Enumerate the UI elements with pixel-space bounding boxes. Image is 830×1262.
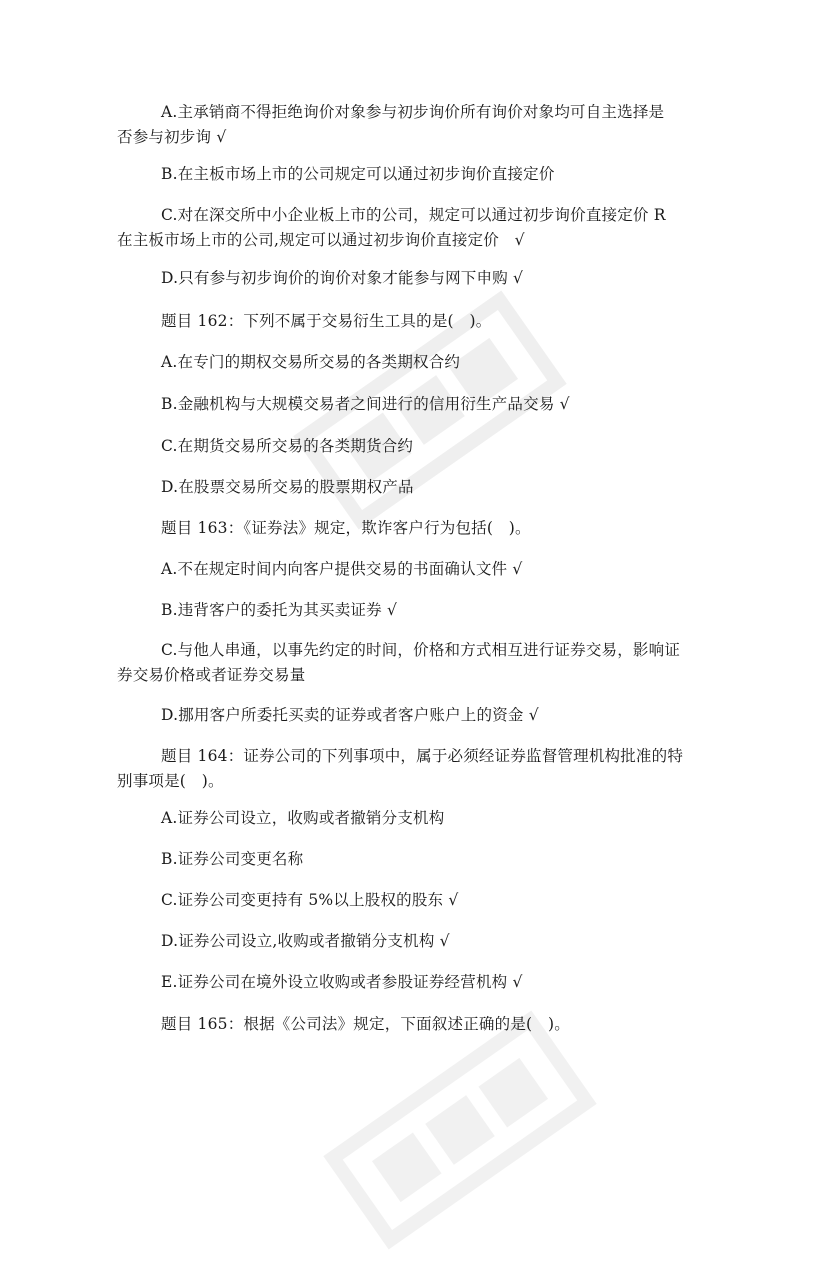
paragraph-line: D.挪用客户所委托买卖的证券或者客户账户上的资金 √	[161, 706, 539, 724]
paragraph-line: 券交易价格或者证券交易量	[117, 666, 306, 684]
option-c-q164	[117, 888, 717, 913]
paragraph-line: B.在主板市场上市的公司规定可以通过初步询价直接定价	[161, 165, 555, 183]
paragraph-line: C.与他人串通，以事先约定的时间，价格和方式相互进行证券交易，影响证	[161, 641, 681, 659]
question-162-title	[117, 309, 717, 334]
paragraph-line: B.证券公司变更名称	[161, 850, 304, 868]
option-b-q161	[117, 162, 717, 187]
option-e-q164	[117, 970, 717, 995]
option-b-q164	[117, 847, 717, 872]
paragraph-line: C.对在深交所中小企业板上市的公司，规定可以通过初步询价直接定价 R	[161, 206, 666, 224]
option-b-q163	[117, 598, 717, 623]
watermark-stamp-bottom-icon	[313, 998, 606, 1262]
paragraph-line: 题目 163：《证券法》规定，欺诈客户行为包括( )。	[161, 519, 531, 537]
option-a-q161	[117, 100, 717, 150]
paragraph-line: 在主板市场上市的公司,规定可以通过初步询价直接定价 √	[117, 231, 525, 249]
option-c-q163	[117, 638, 717, 688]
paragraph-line: A.证券公司设立，收购或者撤销分支机构	[161, 809, 445, 827]
paragraph-line: 题目 162：下列不属于交易衍生工具的是( )。	[161, 312, 492, 330]
paragraph-line: 题目 165：根据《公司法》规定，下面叙述正确的是( )。	[161, 1015, 570, 1033]
paragraph-line: B.违背客户的委托为其买卖证券 √	[161, 601, 398, 619]
paragraph-line: 否参与初步询 √	[117, 128, 227, 146]
paragraph-line: A.不在规定时间内向客户提供交易的书面确认文件 √	[161, 560, 523, 578]
option-d-q162	[117, 475, 717, 500]
option-a-q163	[117, 557, 717, 582]
paragraph-line: B.金融机构与大规模交易者之间进行的信用衍生产品交易 √	[161, 395, 570, 413]
paragraph-line: E.证券公司在境外设立收购或者参股证券经营机构 √	[161, 973, 523, 991]
paragraph-line: C.证券公司变更持有 5%以上股权的股东 √	[161, 891, 459, 909]
paragraph-line: D.证券公司设立,收购或者撤销分支机构 √	[161, 932, 450, 950]
option-a-q162	[117, 350, 717, 375]
option-d-q163	[117, 703, 717, 728]
question-165-title	[117, 1012, 717, 1037]
option-c-q162	[117, 434, 717, 459]
paragraph-line: A.在专门的期权交易所交易的各类期权合约	[161, 353, 461, 371]
option-b-q162	[117, 392, 717, 417]
paragraph-line: A.主承销商不得拒绝询价对象参与初步询价所有询价对象均可自主选择是	[161, 103, 665, 121]
option-d-q161	[117, 266, 717, 291]
question-163-title	[117, 516, 717, 541]
question-164-title	[117, 744, 717, 794]
option-a-q164	[117, 806, 717, 831]
option-d-q164	[117, 929, 717, 954]
paragraph-line: C.在期货交易所交易的各类期货合约	[161, 437, 414, 455]
paragraph-line: 别事项是( )。	[117, 772, 224, 790]
paragraph-line: D.在股票交易所交易的股票期权产品	[161, 478, 414, 496]
paragraph-line: D.只有参与初步询价的询价对象才能参与网下申购 √	[161, 269, 524, 287]
paragraph-line: 题目 164：证券公司的下列事项中，属于必须经证券监督管理机构批准的特	[161, 747, 684, 765]
option-c-q161	[117, 203, 717, 253]
